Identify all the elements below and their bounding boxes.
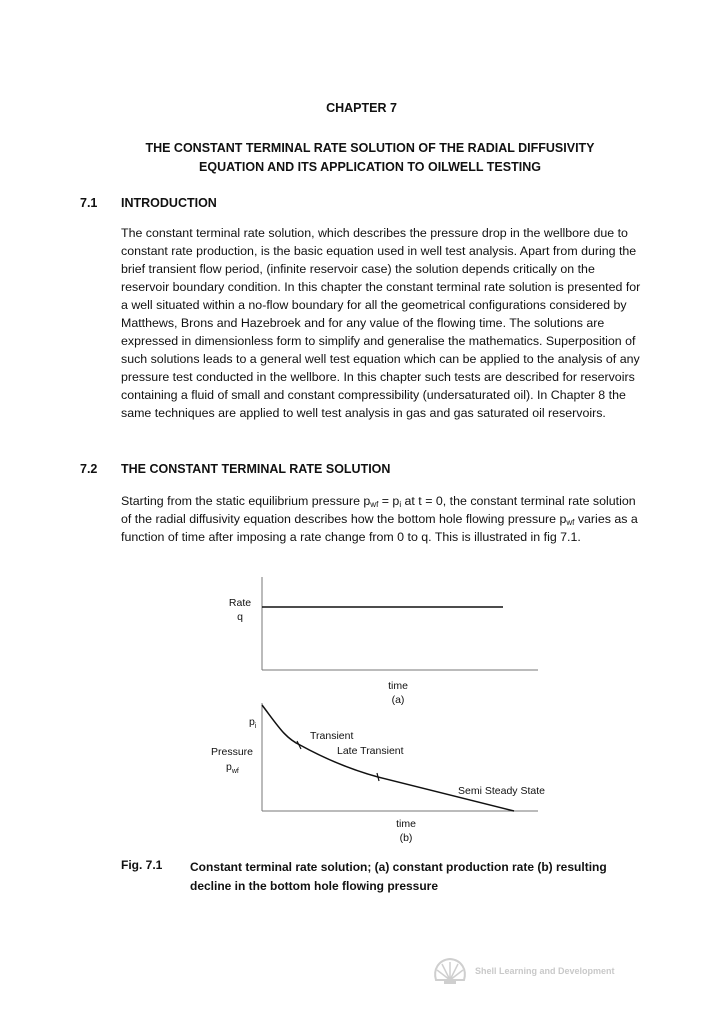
figure-caption-text: Constant terminal rate solution; (a) constant production rate (b) resulting decline in the bottom hole flowing pressure xyxy=(190,860,607,893)
figure-caption-label: Fig. 7.1 xyxy=(121,858,163,872)
subscript-wf: wf xyxy=(370,500,379,509)
introduction-text: The constant terminal rate solution, which describes the pressure drop in the wellbore due to constant rate production, is the basic equation used in well test analysis. Apart from during the brief transient flow period, (infinite reservoir case) the solution depends critically on the reservoir boundary condition. In this chapter the constant terminal rate solution is presented for a well situated within a no-flow boundary for all the geometrical configurations considered by Matthews, Brons and Hazebroek and for any value of the flowing time. The solutions are expressed in dimensionless form to simplify and generalise the mathematics. Superposition of such solutions leads to a general well test equation which can be applied to the analysis of any pressure test conducted in the wellbore. In this chapter such tests are described for reservoirs containing a fluid of small and constant compressibility (undersaturated oil). In Chapter 8 the same techniques are applied to well test analysis in gas and gas saturated oil reservoirs. xyxy=(121,226,641,420)
subscript-wf-2: wf xyxy=(566,518,575,527)
chapter-heading: CHAPTER 7 xyxy=(326,101,397,115)
section-number-7-2: 7.2 xyxy=(80,462,98,476)
transient-label: Transient xyxy=(310,730,354,742)
section-heading-constant-terminal-rate: THE CONSTANT TERMINAL RATE SOLUTION xyxy=(121,462,391,476)
pi-label-sub: i xyxy=(254,723,257,730)
pi-label xyxy=(249,716,257,730)
pwf-label-p: p xyxy=(226,761,232,773)
semi-steady-state-label: Semi Steady State xyxy=(458,785,545,797)
shell-logo-icon xyxy=(432,956,468,986)
text-part-1: Starting from the static equilibrium pressure p xyxy=(121,494,371,508)
chapter-title-line-1: THE CONSTANT TERMINAL RATE SOLUTION OF THE RADIAL DIFFUSIVITY xyxy=(145,141,595,155)
late-transient-label: Late Transient xyxy=(337,745,404,757)
pwf-label xyxy=(226,761,239,775)
text-part-4: varies as a function of time after imposing a rate change from 0 to q. This is illustrated in fig 7.1. xyxy=(121,512,638,544)
section-number-7-1: 7.1 xyxy=(80,196,98,210)
pressure-label: Pressure xyxy=(210,746,254,758)
subscript-i: i xyxy=(399,500,402,509)
panel-a-label: (a) xyxy=(391,694,405,706)
time-label-b: time xyxy=(396,818,416,830)
rate-label: Rate xyxy=(228,597,252,609)
section-heading-introduction: INTRODUCTION xyxy=(121,196,217,210)
chapter-title-line-2: EQUATION AND ITS APPLICATION TO OILWELL TESTING xyxy=(199,160,541,174)
pwf-label-sub: wf xyxy=(231,768,239,775)
panel-b-label: (b) xyxy=(399,832,413,844)
pi-label-p: p xyxy=(249,716,255,728)
time-label-a: time xyxy=(388,680,408,692)
rate-symbol: q xyxy=(237,611,243,623)
text-part-3: at t = 0, the constant terminal rate solution of the radial diffusivity equation describes how the bottom hole flowing pressure p xyxy=(121,494,636,526)
footer-text: Shell Learning and Development xyxy=(475,966,615,976)
text-part-2: = p xyxy=(378,494,400,508)
